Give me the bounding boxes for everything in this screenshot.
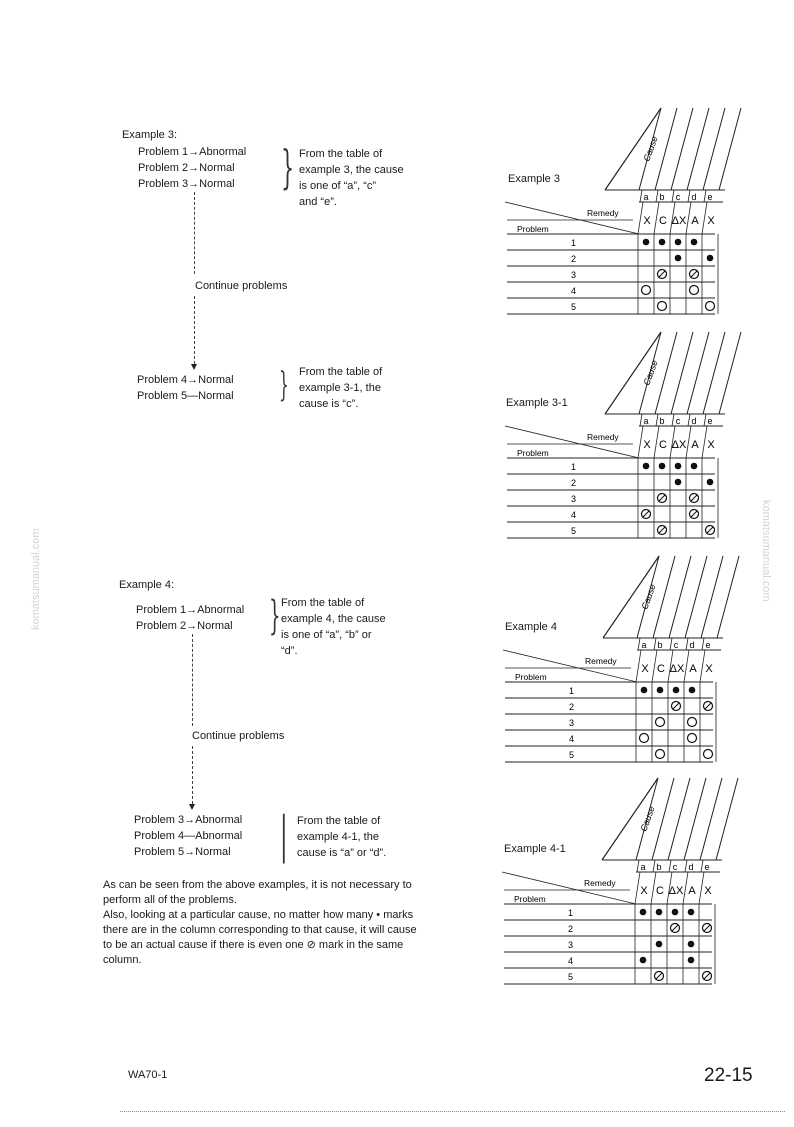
mark-dot <box>688 941 695 948</box>
cause-letter: c <box>673 640 679 650</box>
watermark-right: komatsumanual.com <box>760 500 772 602</box>
example3-note-1: From the table of <box>299 148 383 160</box>
example3-note-4: and “e”. <box>299 196 337 208</box>
flow-arrow <box>189 804 195 810</box>
cause-header-line <box>719 108 741 190</box>
cause-header-line <box>687 332 709 414</box>
cause-header-line <box>655 108 677 190</box>
remedy-divider <box>638 426 643 458</box>
cause-letter: a <box>643 416 649 426</box>
remedy-label: Remedy <box>584 878 616 888</box>
mark-dot <box>672 909 679 916</box>
mark-circle-slash <box>703 924 712 933</box>
letter-divider <box>656 190 658 202</box>
mark-dot <box>707 255 714 262</box>
letter-divider <box>704 414 706 426</box>
mark-circle-slash <box>658 494 667 503</box>
cause-header-line <box>653 556 675 638</box>
example4-note-2: example 4, the cause <box>281 613 386 625</box>
mark-dot <box>675 479 682 486</box>
letter-divider <box>653 860 655 872</box>
mark-circle <box>688 734 697 743</box>
flow-line <box>194 192 195 274</box>
row-number: 4 <box>568 956 574 966</box>
mark-circle <box>704 750 713 759</box>
table-example-3 <box>505 108 755 320</box>
mark-dot <box>640 909 647 916</box>
example3-heading: Example 3: <box>122 129 178 141</box>
mark-circle-slash <box>690 494 699 503</box>
conclusion-para-2: Also, looking at a particular cause, no matter how many • marks there are in the column corresponding to that cause, it will cause to be an actual cause if there is even one ⊘ mark in the same column. <box>103 909 417 966</box>
cause-letter: d <box>689 640 695 650</box>
remedy-divider <box>638 202 643 234</box>
mark-dot <box>656 909 663 916</box>
mark-dot <box>657 687 664 694</box>
remedy-symbol: C <box>656 885 664 897</box>
brace: } <box>281 140 295 194</box>
cause-letter: b <box>659 192 665 202</box>
letter-divider <box>702 638 704 650</box>
mark-circle <box>656 750 665 759</box>
mark-dot <box>640 957 647 964</box>
letter-divider <box>686 638 688 650</box>
mark-circle-slash <box>690 270 699 279</box>
remedy-symbol: A <box>689 663 697 675</box>
mark-circle <box>656 718 665 727</box>
letter-divider <box>688 414 690 426</box>
table-example-4-1 <box>502 778 752 990</box>
mark-dot <box>675 239 682 246</box>
flow-line <box>194 296 195 364</box>
row-number: 5 <box>569 750 575 760</box>
remedy-symbol: X <box>641 663 649 675</box>
remedy-symbol: A <box>691 215 699 227</box>
mark-dot <box>656 941 663 948</box>
row-number: 1 <box>569 686 575 696</box>
letter-divider <box>701 860 703 872</box>
cause-letter: c <box>675 416 681 426</box>
row-number: 3 <box>569 718 575 728</box>
letter-divider <box>704 190 706 202</box>
flow-line <box>192 634 193 726</box>
remedy-symbol: ΔX <box>671 215 687 227</box>
cause-header-line <box>717 556 739 638</box>
cause-header-line <box>716 778 738 860</box>
remedy-symbol: X <box>707 215 715 227</box>
cause-label: Cause <box>639 582 658 611</box>
remedy-symbol: A <box>691 439 699 451</box>
table-title: Example 4 <box>505 621 557 633</box>
row-number: 1 <box>571 462 577 472</box>
mark-dot <box>659 463 666 470</box>
row-number: 2 <box>568 924 574 934</box>
problem-label: Problem <box>517 448 549 458</box>
mark-circle-slash <box>642 510 651 519</box>
letter-divider <box>685 860 687 872</box>
cause-letter: a <box>643 192 649 202</box>
cause-header-line <box>703 108 725 190</box>
cause-letter: d <box>691 192 697 202</box>
example4-note-3: is one of “a”, “b” or <box>281 629 372 641</box>
remedy-divider <box>636 650 641 682</box>
example3-note-3: is one of “a”, “c” <box>299 180 377 192</box>
row-number: 2 <box>571 478 577 488</box>
letter-divider <box>640 414 642 426</box>
mark-circle-slash <box>704 702 713 711</box>
row-number: 4 <box>571 510 577 520</box>
cause-label: Cause <box>641 134 660 163</box>
remedy-divider <box>684 650 689 682</box>
mark-dot <box>691 463 698 470</box>
remedy-symbol: C <box>659 439 667 451</box>
mark-dot <box>707 479 714 486</box>
mark-dot <box>643 239 650 246</box>
letter-divider <box>688 190 690 202</box>
example4-1-note-1: From the table of <box>297 815 381 827</box>
cause-header-line <box>684 778 706 860</box>
cause-letter: b <box>659 416 665 426</box>
mark-dot <box>675 463 682 470</box>
row-number: 4 <box>569 734 575 744</box>
example3-problem-4: Problem 4→Normal <box>137 374 234 386</box>
remedy-divider <box>699 872 704 904</box>
remedy-divider <box>702 426 707 458</box>
footer-rule <box>120 1111 785 1112</box>
cause-letter: c <box>672 862 678 872</box>
mark-circle <box>690 286 699 295</box>
example4-continue: Continue problems <box>192 730 285 742</box>
remedy-divider <box>686 426 691 458</box>
table-title: Example 3-1 <box>506 397 568 409</box>
example4-note-1: From the table of <box>281 597 365 609</box>
remedy-symbol: C <box>657 663 665 675</box>
cause-header-line <box>703 332 725 414</box>
remedy-label: Remedy <box>587 432 619 442</box>
table-title: Example 4-1 <box>504 843 566 855</box>
cause-letter: e <box>704 862 710 872</box>
letter-divider <box>672 190 674 202</box>
example3-1-note-3: cause is “c”. <box>299 398 359 410</box>
brace: | <box>280 806 288 864</box>
mark-dot <box>688 909 695 916</box>
row-number: 2 <box>569 702 575 712</box>
problem-label: Problem <box>517 224 549 234</box>
mark-circle-slash <box>672 702 681 711</box>
remedy-label: Remedy <box>585 656 617 666</box>
mark-dot <box>659 239 666 246</box>
remedy-divider <box>683 872 688 904</box>
example3-1-note-2: example 3-1, the <box>299 382 381 394</box>
mark-circle <box>642 286 651 295</box>
cause-header-line <box>701 556 723 638</box>
mark-dot <box>675 255 682 262</box>
mark-circle-slash <box>655 972 664 981</box>
row-number: 3 <box>568 940 574 950</box>
cause-letter: a <box>641 640 647 650</box>
remedy-symbol: ΔX <box>669 663 685 675</box>
cause-letter: e <box>705 640 711 650</box>
row-number: 4 <box>571 286 577 296</box>
cause-letter: d <box>688 862 694 872</box>
cause-letter: c <box>675 192 681 202</box>
table-title: Example 3 <box>508 173 560 185</box>
cause-header-line <box>671 332 693 414</box>
mark-circle-slash <box>671 924 680 933</box>
letter-divider <box>638 638 640 650</box>
letter-divider <box>640 190 642 202</box>
mark-dot <box>689 687 696 694</box>
cause-header-line <box>652 778 674 860</box>
cause-header-line <box>719 332 741 414</box>
problem-label: Problem <box>515 672 547 682</box>
mark-circle <box>640 734 649 743</box>
cause-header-line <box>655 332 677 414</box>
row-number: 5 <box>571 526 577 536</box>
mark-circle <box>706 302 715 311</box>
letter-divider <box>656 414 658 426</box>
example4-problem-2: Problem 2→Normal <box>136 620 233 632</box>
problem-label: Problem <box>514 894 546 904</box>
cause-label: Cause <box>638 804 657 833</box>
example4-problem-3: Problem 3→Abnormal <box>134 814 243 826</box>
page-number: 22-15 <box>704 1065 753 1086</box>
letter-divider <box>670 638 672 650</box>
example3-continue: Continue problems <box>195 280 288 292</box>
remedy-symbol: X <box>707 439 715 451</box>
mark-circle <box>658 302 667 311</box>
remedy-divider <box>700 650 705 682</box>
row-number: 1 <box>571 238 577 248</box>
remedy-symbol: ΔX <box>671 439 687 451</box>
brace: } <box>279 365 289 405</box>
cause-letter: e <box>707 416 713 426</box>
remedy-symbol: ΔX <box>668 885 684 897</box>
example4-problem-4: Problem 4—Abnormal <box>134 830 243 842</box>
example3-problem-1: Problem 1→Abnormal <box>138 146 247 158</box>
example4-1-note-2: example 4-1, the <box>297 831 379 843</box>
remedy-symbol: X <box>643 215 651 227</box>
example4-note-4: “d”. <box>281 645 298 657</box>
mark-dot <box>643 463 650 470</box>
letter-divider <box>669 860 671 872</box>
remedy-symbol: X <box>704 885 712 897</box>
example3-problem-2: Problem 2→Normal <box>138 162 235 174</box>
mark-circle-slash <box>703 972 712 981</box>
example3-problem-5: Problem 5—Normal <box>137 390 234 402</box>
mark-circle-slash <box>706 526 715 535</box>
remedy-symbol: A <box>688 885 696 897</box>
example3-problem-3: Problem 3→Normal <box>138 178 235 190</box>
mark-dot <box>641 687 648 694</box>
cause-header-line <box>671 108 693 190</box>
cause-header-line <box>668 778 690 860</box>
cause-header-line <box>687 108 709 190</box>
example4-heading: Example 4: <box>119 579 175 591</box>
row-number: 1 <box>568 908 574 918</box>
flow-arrow <box>191 364 197 370</box>
example4-problem-1: Problem 1→Abnormal <box>136 604 245 616</box>
remedy-symbol: X <box>643 439 651 451</box>
cause-header-line <box>700 778 722 860</box>
example3-note-2: example 3, the cause <box>299 164 404 176</box>
row-number: 3 <box>571 494 577 504</box>
remedy-symbol: X <box>705 663 713 675</box>
cause-label: Cause <box>641 358 660 387</box>
mark-dot <box>691 239 698 246</box>
cause-header-line <box>685 556 707 638</box>
watermark-left: komatsumanual.com <box>30 528 42 630</box>
row-number: 3 <box>571 270 577 280</box>
example4-problem-5: Problem 5→Normal <box>134 846 231 858</box>
flow-line <box>192 746 193 804</box>
remedy-divider <box>635 872 640 904</box>
row-number: 5 <box>568 972 574 982</box>
letter-divider <box>637 860 639 872</box>
remedy-symbol: C <box>659 215 667 227</box>
mark-dot <box>673 687 680 694</box>
mark-circle-slash <box>690 510 699 519</box>
brace: } <box>269 593 281 639</box>
letter-divider <box>654 638 656 650</box>
cause-letter: e <box>707 192 713 202</box>
mark-circle-slash <box>658 526 667 535</box>
remedy-divider <box>686 202 691 234</box>
table-example-3-1 <box>505 332 755 544</box>
remedy-divider <box>702 202 707 234</box>
row-number: 5 <box>571 302 577 312</box>
letter-divider <box>672 414 674 426</box>
cause-letter: b <box>657 640 663 650</box>
remedy-label: Remedy <box>587 208 619 218</box>
cause-letter: a <box>640 862 646 872</box>
table-example-4 <box>503 556 753 768</box>
mark-dot <box>688 957 695 964</box>
cause-letter: d <box>691 416 697 426</box>
row-number: 2 <box>571 254 577 264</box>
remedy-symbol: X <box>640 885 648 897</box>
example4-1-note-3: cause is “a” or “d”. <box>297 847 387 859</box>
mark-circle <box>688 718 697 727</box>
mark-circle-slash <box>658 270 667 279</box>
conclusion-para-1: As can be seen from the above examples, it is not necessary to perform all of the problems. <box>103 879 412 906</box>
footer-model: WA70-1 <box>128 1069 168 1081</box>
cause-letter: b <box>656 862 662 872</box>
cause-header-line <box>669 556 691 638</box>
example3-1-note-1: From the table of <box>299 366 383 378</box>
